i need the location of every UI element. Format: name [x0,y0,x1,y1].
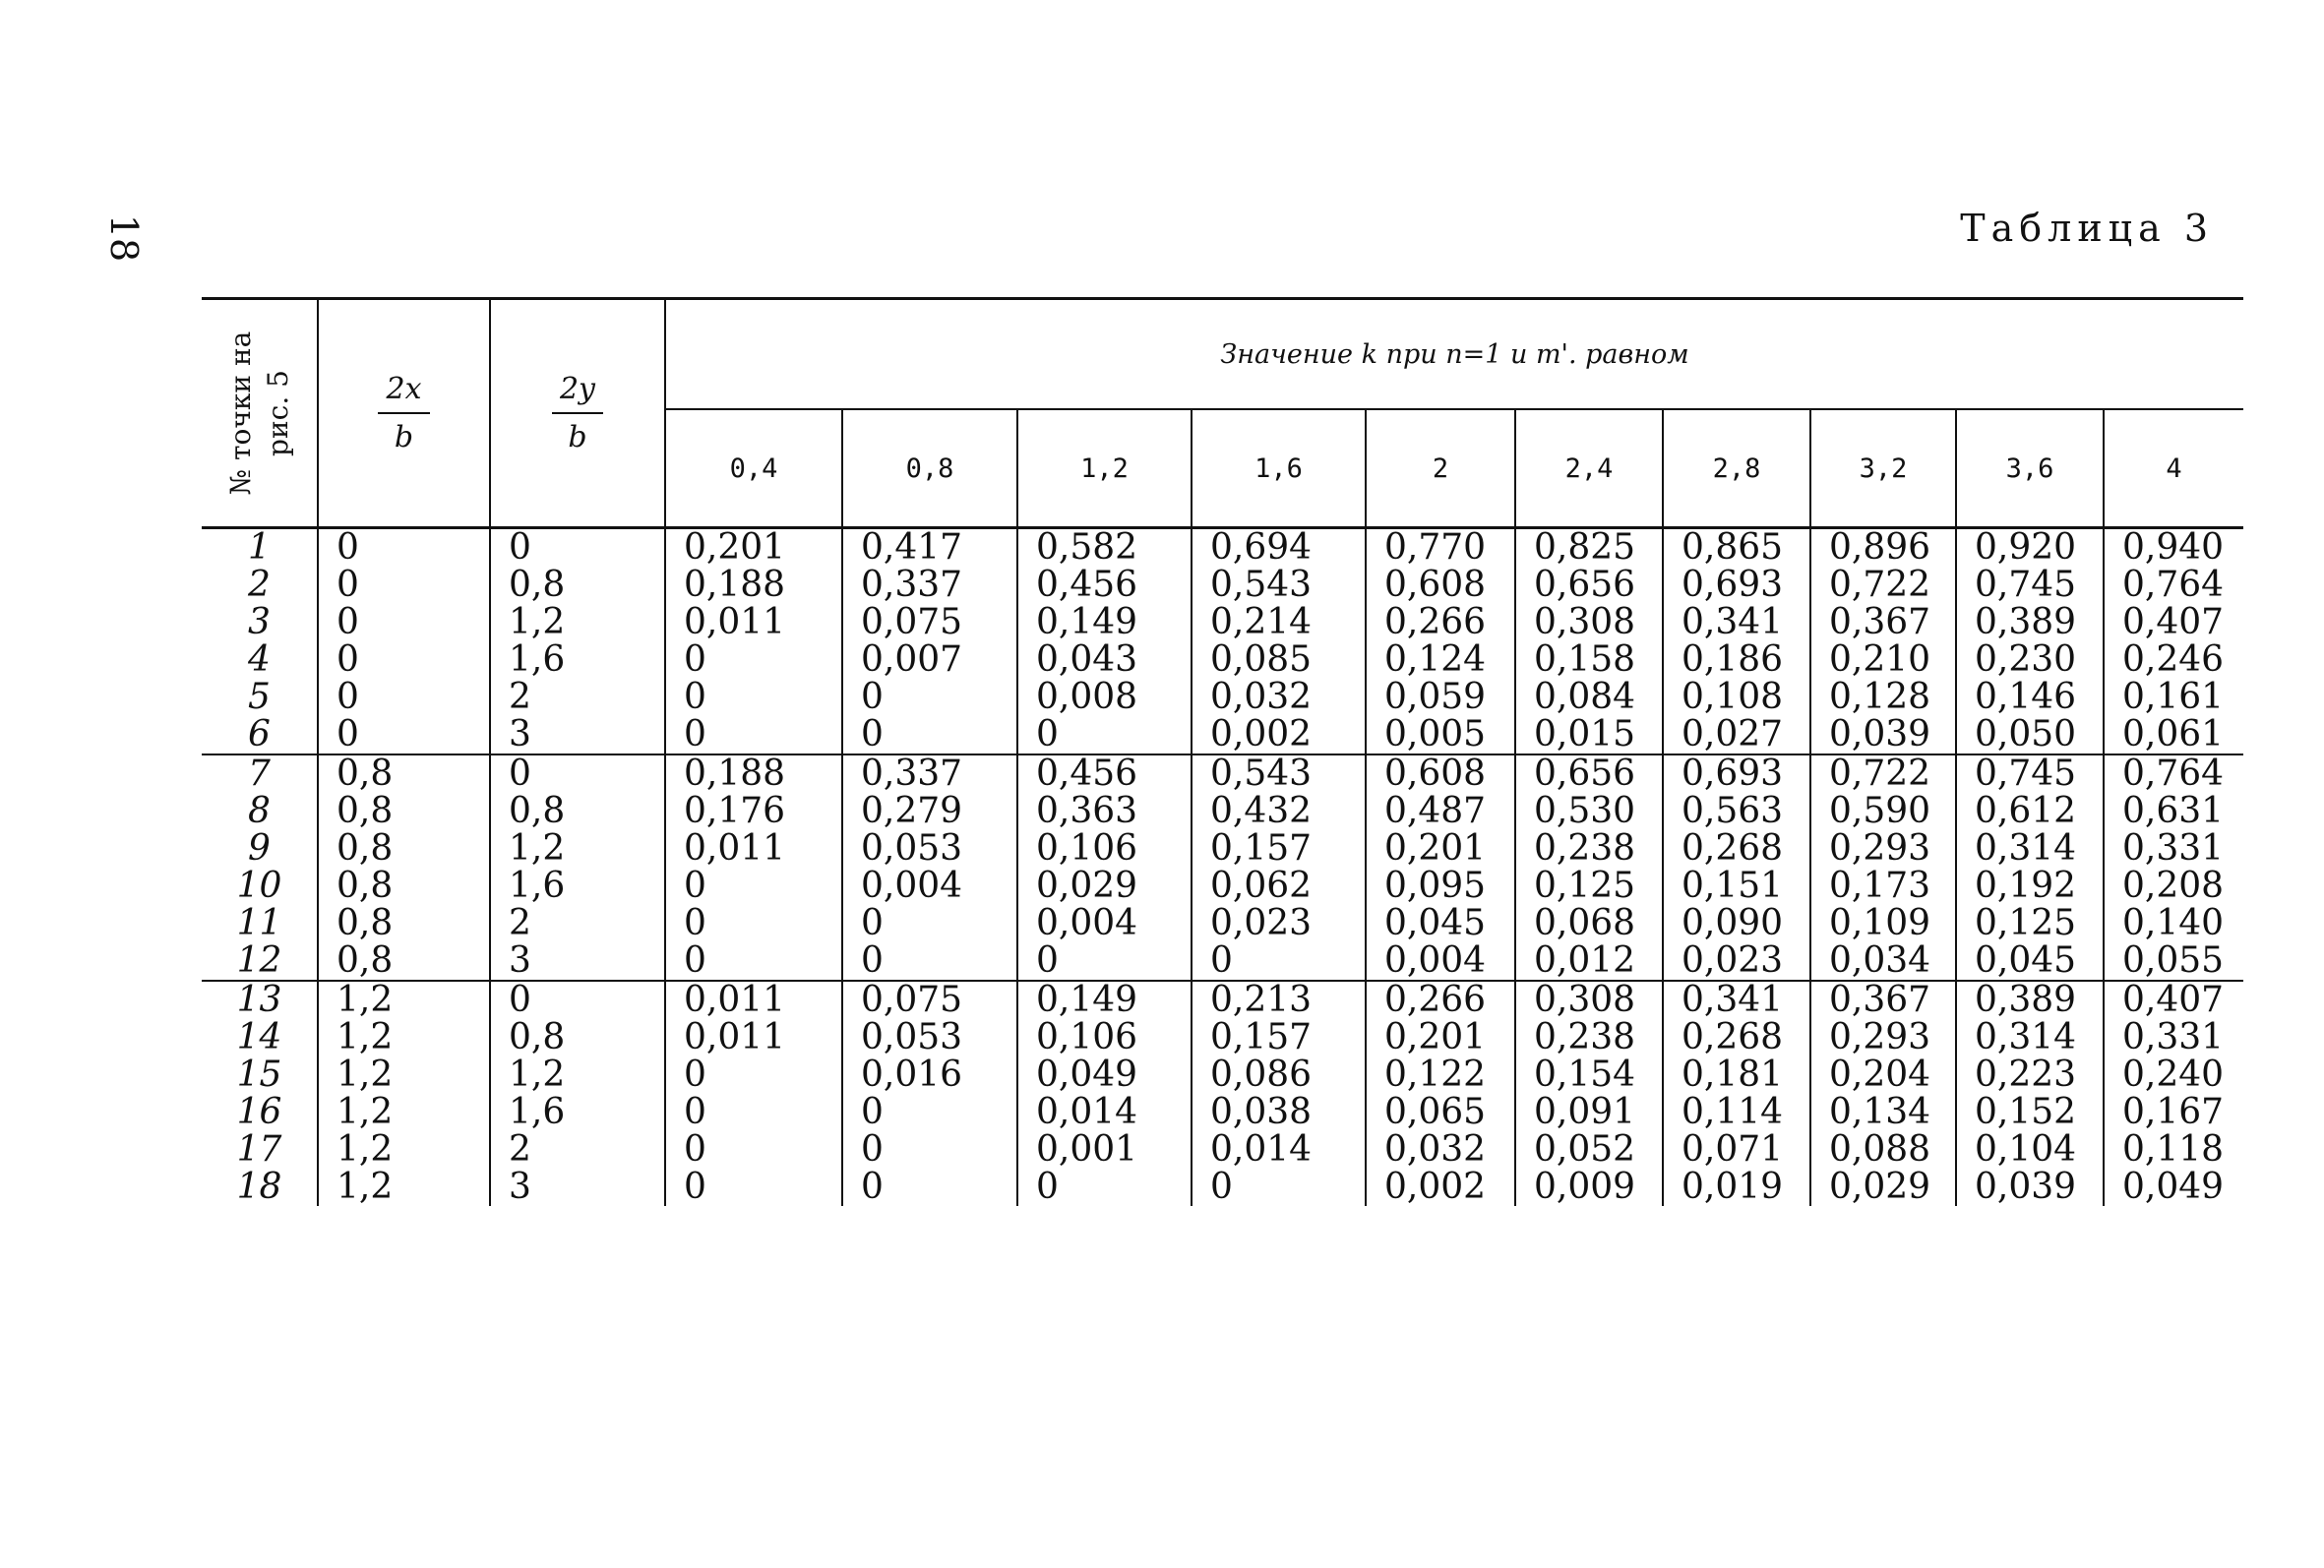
table-cell: 15 [236,1055,282,1095]
table-cell: 0,331 [2122,1017,2225,1057]
table-cell: 0 [1036,714,1059,754]
table-cell: 0,201 [1384,1017,1487,1057]
table-cell: 0,331 [2122,828,2225,869]
table-cell: 1,6 [509,1092,566,1132]
table-cell: 0,059 [1384,677,1487,717]
table-cell: 0 [861,1167,884,1207]
table-cell: 1,2 [509,828,566,869]
table-cell: 0,075 [861,602,963,642]
table-cell: 0,308 [1534,602,1636,642]
table-cell: 0,109 [1829,903,1931,943]
table-cell: 0,865 [1682,527,1784,568]
header-point-number: № точки на рис. 5 [202,299,318,528]
table-cell: 0,005 [1384,714,1487,754]
table-cell: 0,238 [1534,828,1636,869]
page-number: 18 [102,213,146,263]
table-cell: 0 [861,714,884,754]
table-cell: 0,8 [336,940,394,981]
table-cell: 0,563 [1682,791,1784,831]
table-cell: 0,367 [1829,602,1931,642]
header-y-ratio [490,299,665,528]
table-cell: 0 [684,677,706,717]
k-value-cell [1366,981,1515,1206]
table-cell: 0,770 [1384,527,1487,568]
table-cell: 0,530 [1534,791,1636,831]
table-cell: 0,246 [2122,639,2225,680]
table-cell: 0,8 [509,1017,566,1057]
header-m-value: 4 [2104,409,2243,528]
k-value-cell [1366,528,1515,755]
table-cell: 0,214 [1210,602,1313,642]
k-value-cell [1192,981,1366,1206]
table-cell: 1,2 [336,1017,394,1057]
table-cell: 0,049 [1036,1055,1138,1095]
header-m-value: 2 [1366,409,1515,528]
table-cell: 0,314 [1975,828,2077,869]
k-value-cell [2104,528,2243,755]
x-ratio-cell [318,528,490,755]
k-value-cell [665,528,842,755]
table-cell: 0,050 [1975,714,2077,754]
table-cell: 0,8 [336,828,394,869]
table-cell: 0 [684,714,706,754]
k-value-cell [665,981,842,1206]
table-cell: 0,456 [1036,754,1138,794]
table-cell: 0 [336,639,359,680]
table-cell: 0,176 [684,791,786,831]
table-cell: 0,213 [1210,980,1313,1020]
table-cell: 0,011 [684,602,786,642]
table-cell: 0 [684,866,706,906]
table-cell: 3 [509,1167,531,1207]
table-cell: 0,157 [1210,828,1313,869]
table-cell: 2 [509,903,531,943]
k-value-cell [1956,528,2104,755]
table-cell: 0,023 [1210,903,1313,943]
table-cell: 1,2 [336,1167,394,1207]
table-cell: 2 [509,1129,531,1170]
table-cell: 0,745 [1975,565,2077,605]
k-value-cell [1017,981,1192,1206]
table-cell: 0,015 [1534,714,1636,754]
table-cell: 5 [248,677,271,717]
table-cell: 0,308 [1534,980,1636,1020]
table-cell: 0,208 [2122,866,2225,906]
k-value-cell [842,528,1017,755]
table-cell: 0,367 [1829,980,1931,1020]
table-cell: 0,192 [1975,866,2077,906]
table-cell: 0 [509,527,531,568]
table-cell: 0,337 [861,565,963,605]
table-cell: 0,161 [2122,677,2225,717]
table-cell: 0,008 [1036,677,1138,717]
k-value-cell [842,754,1017,981]
table-cell: 0 [1210,940,1233,981]
table-cell: 0,722 [1829,754,1931,794]
table-cell: 0,204 [1829,1055,1931,1095]
table-cell: 0,223 [1975,1055,2077,1095]
table-cell: 12 [236,940,282,981]
table-cell: 0 [684,940,706,981]
table-cell: 2 [248,565,271,605]
table-cell: 7 [248,754,271,794]
table-cell: 0,152 [1975,1092,2077,1132]
x-ratio-cell [318,754,490,981]
table-cell: 0,337 [861,754,963,794]
table-cell: 0,004 [861,866,963,906]
table-cell: 0,612 [1975,791,2077,831]
table-cell: 0 [1036,940,1059,981]
table-cell: 1,2 [336,1129,394,1170]
table-cell: 0 [509,980,531,1020]
table-cell: 0,012 [1534,940,1636,981]
table-cell: 0,167 [2122,1092,2225,1132]
table-cell: 3 [509,714,531,754]
k-value-cell [1663,528,1810,755]
y-ratio-cell [490,528,665,755]
table-cell: 0,896 [1829,527,1931,568]
table-cell: 0,146 [1975,677,2077,717]
header-m-value: 0,4 [665,409,842,528]
k-value-cell [1366,754,1515,981]
table-cell: 0,230 [1975,639,2077,680]
table-cell: 0,084 [1534,677,1636,717]
table-cell: 0,053 [861,1017,963,1057]
table-cell: 0 [336,565,359,605]
table-cell: 0,106 [1036,1017,1138,1057]
table-cell: 0 [1210,1167,1233,1207]
table-cell: 3 [248,602,271,642]
table-cell: 0,590 [1829,791,1931,831]
table-cell: 0,417 [861,527,963,568]
table-cell: 0,764 [2122,754,2225,794]
table-cell: 0,157 [1210,1017,1313,1057]
table-cell: 0,745 [1975,754,2077,794]
table-cell: 0,038 [1210,1092,1313,1132]
table-cell: 0 [861,903,884,943]
table-cell: 0,181 [1682,1055,1784,1095]
table-cell: 0,188 [684,754,786,794]
k-value-cell [1017,754,1192,981]
table-cell: 0,693 [1682,565,1784,605]
table-cell: 0 [684,1092,706,1132]
table-cell: 0,114 [1682,1092,1784,1132]
table-cell: 0,389 [1975,602,2077,642]
table-cell: 0,694 [1210,527,1313,568]
table-cell: 0,004 [1036,903,1138,943]
table-cell: 0,011 [684,1017,786,1057]
table-cell: 0,210 [1829,639,1931,680]
table-cell: 0 [684,1167,706,1207]
table-cell: 0,341 [1682,980,1784,1020]
table-cell: 0,722 [1829,565,1931,605]
table-cell: 0,188 [684,565,786,605]
table-cell: 0,108 [1682,677,1784,717]
y-denominator: b [568,420,587,454]
table-cell: 0,002 [1384,1167,1487,1207]
header-m-value: 1,2 [1017,409,1192,528]
point-number-cell [202,754,318,981]
table-cell: 0,032 [1384,1129,1487,1170]
table-cell: 0 [684,903,706,943]
table-cell: 0,293 [1829,828,1931,869]
table-cell: 0 [336,527,359,568]
table-cell: 4 [248,639,271,680]
table-cell: 0,266 [1384,980,1487,1020]
table-cell: 0,407 [2122,602,2225,642]
table-cell: 0,075 [861,980,963,1020]
table-cell: 0,8 [509,565,566,605]
table-cell: 1,6 [509,866,566,906]
point-number-cell [202,528,318,755]
table-cell: 0,456 [1036,565,1138,605]
table-cell: 0 [336,677,359,717]
header-m-value: 3,6 [1956,409,2104,528]
table-header [202,299,2243,528]
table-title: Таблица 3 [1960,207,2214,250]
table-cell: 1,6 [509,639,566,680]
table-cell: 0,034 [1829,940,1931,981]
table-cell: 0,608 [1384,754,1487,794]
header-k-group-title: Значение k при n=1 и m'. равном [665,299,2243,410]
table-cell: 18 [236,1167,282,1207]
table-cell: 0,631 [2122,791,2225,831]
table-cell: 0,764 [2122,565,2225,605]
table-cell: 0,090 [1682,903,1784,943]
table-cell: 0,124 [1384,639,1487,680]
table-cell: 0,186 [1682,639,1784,680]
k-value-cell [1515,754,1663,981]
table-cell: 1,2 [509,1055,566,1095]
k-value-cell [2104,754,2243,981]
table-cell: 0,106 [1036,828,1138,869]
table-cell: 0,125 [1534,866,1636,906]
k-value-cell [1663,981,1810,1206]
table-cell: 0,656 [1534,565,1636,605]
table-cell: 0,029 [1829,1167,1931,1207]
header-m-value: 3,2 [1810,409,1956,528]
table-cell: 14 [236,1017,282,1057]
table-cell: 0,825 [1534,527,1636,568]
table-cell: 0,104 [1975,1129,2077,1170]
table-cell: 0,201 [1384,828,1487,869]
table-cell: 0,487 [1384,791,1487,831]
y-numerator: 2y [552,372,603,414]
table-cell: 8 [248,791,271,831]
table-cell: 0,582 [1036,527,1138,568]
table-cell: 0,8 [336,903,394,943]
table-row-group [202,754,2243,981]
table-cell: 0,279 [861,791,963,831]
table-cell: 0,045 [1975,940,2077,981]
table-cell: 0,134 [1829,1092,1931,1132]
x-denominator: b [394,420,414,454]
x-numerator: 2x [378,372,429,414]
table-cell: 13 [236,980,282,1020]
table-cell: 1,2 [336,1055,394,1095]
table-cell: 0,061 [2122,714,2225,754]
table-cell: 0,363 [1036,791,1138,831]
header-x-ratio [318,299,490,528]
table-cell: 0 [861,677,884,717]
table-cell: 0,8 [509,791,566,831]
table-cell: 0,085 [1210,639,1313,680]
table-cell: 0,149 [1036,980,1138,1020]
k-value-cell [665,754,842,981]
table-cell: 0,268 [1682,1017,1784,1057]
header-m-value: 0,8 [842,409,1017,528]
table-cell: 0,608 [1384,565,1487,605]
table-cell: 0,011 [684,980,786,1020]
table-cell: 0,086 [1210,1055,1313,1095]
table-cell: 0,240 [2122,1055,2225,1095]
table-cell: 0 [861,940,884,981]
table-cell: 0 [336,714,359,754]
header-m-value: 2,4 [1515,409,1663,528]
table-cell: 0 [861,1092,884,1132]
table-cell: 0 [684,639,706,680]
table-cell: 0,068 [1534,903,1636,943]
table-cell: 2 [509,677,531,717]
table-cell: 0,043 [1036,639,1138,680]
x-ratio-cell [318,981,490,1206]
table-cell: 0,062 [1210,866,1313,906]
table-cell: 0,032 [1210,677,1313,717]
table-cell: 0,049 [2122,1167,2225,1207]
table-cell: 0,266 [1384,602,1487,642]
k-value-cell [1017,528,1192,755]
table-cell: 0,8 [336,754,394,794]
table-cell: 0,125 [1975,903,2077,943]
table-cell: 0,091 [1534,1092,1636,1132]
table-cell: 0,009 [1534,1167,1636,1207]
table-cell: 0,007 [861,639,963,680]
table-cell: 0,055 [2122,940,2225,981]
table-cell: 0,238 [1534,1017,1636,1057]
k-value-cell [1810,754,1956,981]
table-cell: 0,693 [1682,754,1784,794]
table-cell: 0,128 [1829,677,1931,717]
table-cell: 0,088 [1829,1129,1931,1170]
table-row-group [202,528,2243,755]
k-value-cell [1192,754,1366,981]
table-cell: 0,014 [1036,1092,1138,1132]
table-cell: 1,2 [509,602,566,642]
header-m-value: 1,6 [1192,409,1366,528]
data-table [202,297,2243,1206]
table-cell: 0,004 [1384,940,1487,981]
table-cell: 0,045 [1384,903,1487,943]
table-cell: 0,154 [1534,1055,1636,1095]
table-cell: 3 [509,940,531,981]
table-cell: 0,053 [861,828,963,869]
k-value-cell [842,981,1017,1206]
y-ratio-cell [490,754,665,981]
table-cell: 0,039 [1975,1167,2077,1207]
table-cell: 0,543 [1210,565,1313,605]
table-row-group [202,981,2243,1206]
table-cell: 1 [248,527,271,568]
k-value-cell [1956,981,2104,1206]
table-cell: 0,407 [2122,980,2225,1020]
k-value-cell [1515,528,1663,755]
table-cell: 0,071 [1682,1129,1784,1170]
k-value-cell [1192,528,1366,755]
table-cell: 16 [236,1092,282,1132]
table-cell: 0,341 [1682,602,1784,642]
table-cell: 0,027 [1682,714,1784,754]
table-cell: 0,029 [1036,866,1138,906]
table-cell: 10 [236,866,282,906]
table-cell: 0 [684,1055,706,1095]
k-value-cell [1515,981,1663,1206]
table-cell: 0,095 [1384,866,1487,906]
table-body [202,528,2243,1207]
table-cell: 0,122 [1384,1055,1487,1095]
table-cell: 0,293 [1829,1017,1931,1057]
table-cell: 0,920 [1975,527,2077,568]
table-cell: 0,8 [336,791,394,831]
table-cell: 0,019 [1682,1167,1784,1207]
table-cell: 0,039 [1829,714,1931,754]
table-cell: 11 [236,903,282,943]
table-cell: 17 [236,1129,282,1170]
table-cell: 0,656 [1534,754,1636,794]
table-cell: 0,140 [2122,903,2225,943]
point-number-cell [202,981,318,1206]
table-cell: 0,052 [1534,1129,1636,1170]
table-cell: 0,268 [1682,828,1784,869]
table-cell: 0,065 [1384,1092,1487,1132]
table-cell: 9 [248,828,271,869]
table-cell: 0,432 [1210,791,1313,831]
table-cell: 0,014 [1210,1129,1313,1170]
table-cell: 0,8 [336,866,394,906]
table-cell: 0,011 [684,828,786,869]
y-ratio-cell [490,981,665,1206]
table-cell: 6 [248,714,271,754]
table-cell: 0 [861,1129,884,1170]
k-value-cell [1810,981,1956,1206]
table-cell: 0,173 [1829,866,1931,906]
k-value-cell [2104,981,2243,1206]
table-cell: 0 [684,1129,706,1170]
table-cell: 0,151 [1682,866,1784,906]
table-cell: 0,001 [1036,1129,1138,1170]
table-cell: 0 [509,754,531,794]
table-cell: 0 [336,602,359,642]
table-cell: 1,2 [336,1092,394,1132]
table-cell: 0,158 [1534,639,1636,680]
table-cell: 0,940 [2122,527,2225,568]
header-m-value: 2,8 [1663,409,1810,528]
table-cell: 0,314 [1975,1017,2077,1057]
table-cell: 1,2 [336,980,394,1020]
table-cell: 0,023 [1682,940,1784,981]
table-cell: 0,201 [684,527,786,568]
table-cell: 0,543 [1210,754,1313,794]
table-cell: 0,002 [1210,714,1313,754]
table-cell: 0,118 [2122,1129,2225,1170]
table-cell: 0 [1036,1167,1059,1207]
k-value-cell [1810,528,1956,755]
k-value-cell [1956,754,2104,981]
table-cell: 0,389 [1975,980,2077,1020]
table-cell: 0,016 [861,1055,963,1095]
table-cell: 0,149 [1036,602,1138,642]
k-value-cell [1663,754,1810,981]
